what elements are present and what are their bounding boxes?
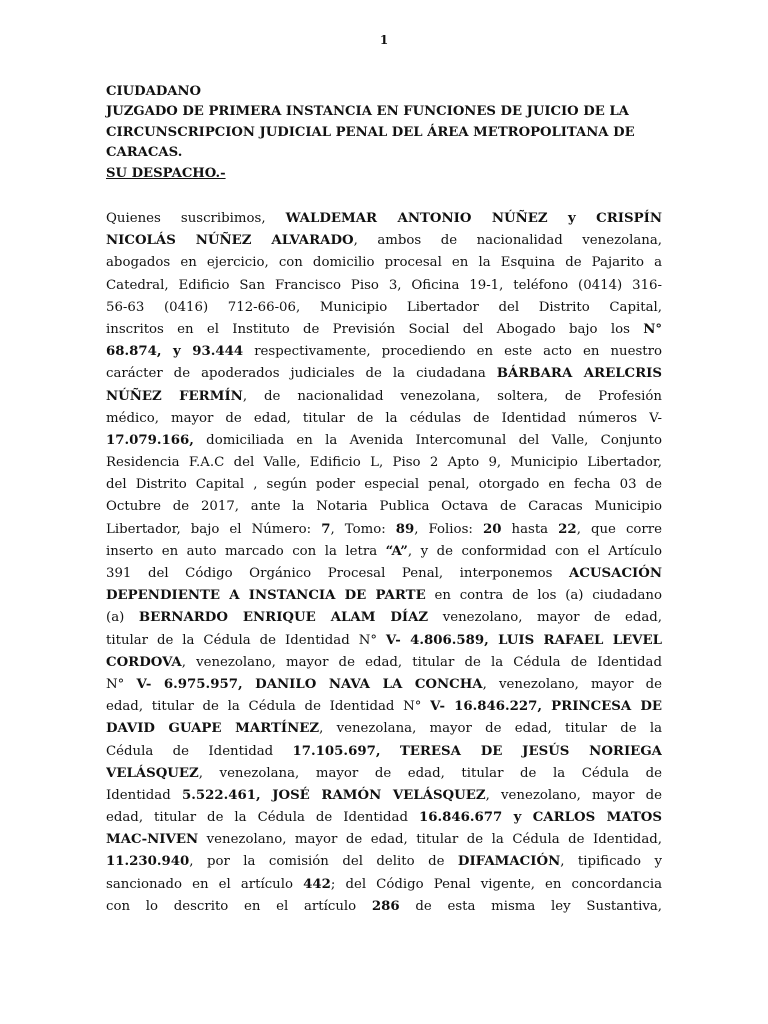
bold-text: ACUSACIÓN (569, 566, 662, 581)
body-line (106, 763, 662, 785)
bold-text: CORDOVA (106, 654, 182, 670)
body-text-segment: , venezolana, mayor de edad, titular de la (319, 721, 662, 737)
body-text-segment: 391 del Código Orgánico Procesal Penal, interponemos (106, 566, 570, 581)
body-line (106, 252, 662, 274)
body-text-segment: Quienes suscribimos, (106, 211, 286, 226)
body-text-segment: hasta (501, 521, 559, 537)
body-text-segment: inscritos en el Instituto de Previsión Social del Abogado bajo los (106, 321, 644, 337)
body-text-segment: , Tomo: (330, 521, 396, 537)
body-text-segment: en contra de los (a) ciudadano (425, 588, 662, 604)
body-line (106, 874, 662, 896)
body-line (106, 607, 662, 629)
body-text-segment: , venezolano, mayor de (482, 676, 662, 692)
body-line (106, 807, 662, 829)
body-text-segment: respectivamente, procediendo en este acto en nuestro (243, 344, 662, 360)
body-line (106, 741, 662, 763)
bold-text: V- 16.846.227, PRINCESA DE (430, 699, 662, 715)
body-text-segment: Residencia F.A.C del Valle, Edificio L, Piso 2 Apto 9, Municipio Libertador, (106, 455, 662, 471)
body-text-segment: venezolano, mayor de edad, (428, 610, 662, 626)
bold-text: 442 (303, 876, 331, 892)
body-text-segment: venezolano, mayor de edad, titular de la Cédula de Identidad, (198, 832, 662, 848)
body-text-segment: edad, titular de la Cédula de Identidad N° (106, 699, 431, 715)
header-su-despacho: SU DESPACHO.- (106, 165, 226, 181)
body-line (106, 696, 662, 718)
bold-text: 68.874, y 93.444 (106, 344, 244, 360)
bold-text: 286 (371, 898, 400, 914)
body-text-segment: , de nacionalidad venezolana, soltera, de Profesión (242, 388, 662, 404)
bold-text: BÁRBARA ARELCRIS (496, 366, 662, 382)
body-text-segment: Catedral, Edificio San Francisco Piso 3, Oficina 19-1, teléfono (0414) 316- (106, 277, 662, 293)
body-text-segment: N° (106, 676, 137, 692)
body-text-segment: Cédula de Identidad (106, 743, 293, 759)
body-text-segment: médico, mayor de edad, titular de la cédulas de Identidad números V- (106, 410, 662, 426)
body-text-segment: , por la comisión del delito de (189, 854, 458, 870)
body-text-segment: , venezolana, mayor de edad, titular de la Cédula de (198, 765, 662, 781)
body-text-segment: , y de conformidad con el Artículo (407, 543, 662, 559)
bold-text: 5.522.461, JOSÉ RAMÓN VELÁSQUEZ (181, 787, 486, 803)
body-text-segment: Libertador, bajo el Número: (106, 521, 322, 537)
bold-text: BERNARDO ENRIQUE ALAM DÍAZ (138, 610, 429, 626)
header-court-line-3: CARACAS. (106, 145, 183, 161)
body-text-segment: del Distrito Capital , según poder especial penal, otorgado en fecha 03 de (106, 477, 662, 493)
body-text-segment: ; del Código Penal vigente, en concordancia (330, 876, 662, 892)
header-court-line-2: CIRCUNSCRIPCION JUDICIAL PENAL DEL ÁREA METROPOLITANA DE (106, 124, 635, 140)
bold-text: “A” (385, 543, 408, 559)
bold-text: MAC-NIVEN (106, 832, 199, 848)
bold-text: 7 (321, 521, 331, 537)
body-line (106, 630, 662, 652)
body-line (106, 896, 662, 918)
body-line (106, 386, 662, 408)
bold-text: 20 (482, 521, 502, 537)
document-header (106, 82, 666, 184)
body-line (106, 319, 662, 341)
body-line (106, 408, 662, 430)
body-text-segment: , Folios: (414, 521, 483, 537)
body-line (106, 474, 662, 496)
header-addressee: CIUDADANO (106, 84, 202, 99)
bold-text: DAVID GUAPE MARTÍNEZ (106, 721, 320, 737)
body-line (106, 563, 662, 585)
bold-text: N° (643, 321, 662, 337)
bold-text: DIFAMACIÓN (457, 854, 561, 870)
body-line (106, 208, 662, 230)
bold-text: DEPENDIENTE A INSTANCIA DE PARTE (106, 588, 426, 604)
bold-text: WALDEMAR ANTONIO NÚÑEZ y CRISPÍN (285, 211, 662, 226)
body-text-segment: domiciliada en la Avenida Intercomunal del Valle, Conjunto (193, 432, 662, 448)
header-court-line-1: JUZGADO DE PRIMERA INSTANCIA EN FUNCIONES DE JUICIO DE LA (106, 104, 629, 120)
body-line (106, 452, 662, 474)
body-text-segment (380, 744, 399, 759)
bold-text: V- 4.806.589, LUIS RAFAEL LEVEL (385, 632, 662, 648)
body-text-segment: sancionado en el artículo (106, 876, 304, 892)
body-text-segment: , venezolano, mayor de (485, 787, 662, 803)
body-text-segment: , venezolano, mayor de edad, titular de la Cédula de Identidad (181, 654, 662, 670)
body-text-segment: , ambos de nacionalidad venezolana, (353, 233, 662, 249)
body-line (106, 363, 662, 385)
body-text-segment: edad, titular de la Cédula de Identidad (106, 810, 419, 826)
document-body (106, 208, 662, 918)
body-text-segment: con lo descrito en el artículo (106, 898, 372, 914)
bold-text: 11.230.940 (106, 854, 190, 870)
body-line (106, 519, 662, 541)
body-line (106, 230, 662, 252)
body-line (106, 674, 662, 696)
body-text-segment: de esta misma ley Sustantiva, (399, 898, 662, 914)
body-line (106, 430, 662, 452)
body-line (106, 652, 662, 674)
body-text-segment: 56-63 (0416) 712-66-06, Municipio Libertador del Distrito Capital, (106, 299, 662, 315)
body-line (106, 829, 662, 851)
body-line (106, 297, 662, 319)
bold-text: V- 6.975.957, DANILO NAVA LA CONCHA (136, 676, 483, 692)
body-text-segment: , que corre (576, 521, 662, 537)
body-text-segment: abogados en ejercicio, con domicilio procesal en la Esquina de Pajarito a (106, 255, 662, 271)
bold-text: 16.846.677 y CARLOS MATOS (418, 810, 662, 826)
bold-text: VELÁSQUEZ (106, 765, 199, 781)
body-text-segment: Octubre de 2017, ante la Notaria Publica Octava de Caracas Municipio (106, 499, 662, 515)
page-number: 1 (379, 33, 389, 47)
bold-text: 89 (395, 521, 415, 537)
body-line (106, 585, 662, 607)
body-text-segment: Identidad (106, 787, 182, 803)
body-line (106, 541, 662, 563)
body-text-segment: , tipificado y (560, 854, 662, 870)
body-text-segment: titular de la Cédula de Identidad N° (106, 632, 386, 648)
body-text-segment: inserto en auto marcado con la letra (106, 543, 386, 559)
body-line (106, 718, 662, 740)
bold-text: 17.079.166, (106, 432, 194, 448)
body-line (106, 275, 662, 297)
bold-text: TERESA DE JESÚS NORIEGA (399, 743, 662, 759)
body-line (106, 496, 662, 518)
bold-text: NICOLÁS NÚÑEZ ALVARADO (106, 233, 354, 249)
body-line (106, 341, 662, 363)
body-line (106, 851, 662, 873)
bold-text: 22 (558, 521, 577, 537)
body-text-segment: (a) (106, 610, 139, 626)
bold-text: 17.105.697, (292, 743, 381, 759)
body-text-segment: carácter de apoderados judiciales de la ciudadana (106, 366, 497, 382)
bold-text: NÚÑEZ FERMÍN (106, 388, 243, 404)
body-line (106, 785, 662, 807)
